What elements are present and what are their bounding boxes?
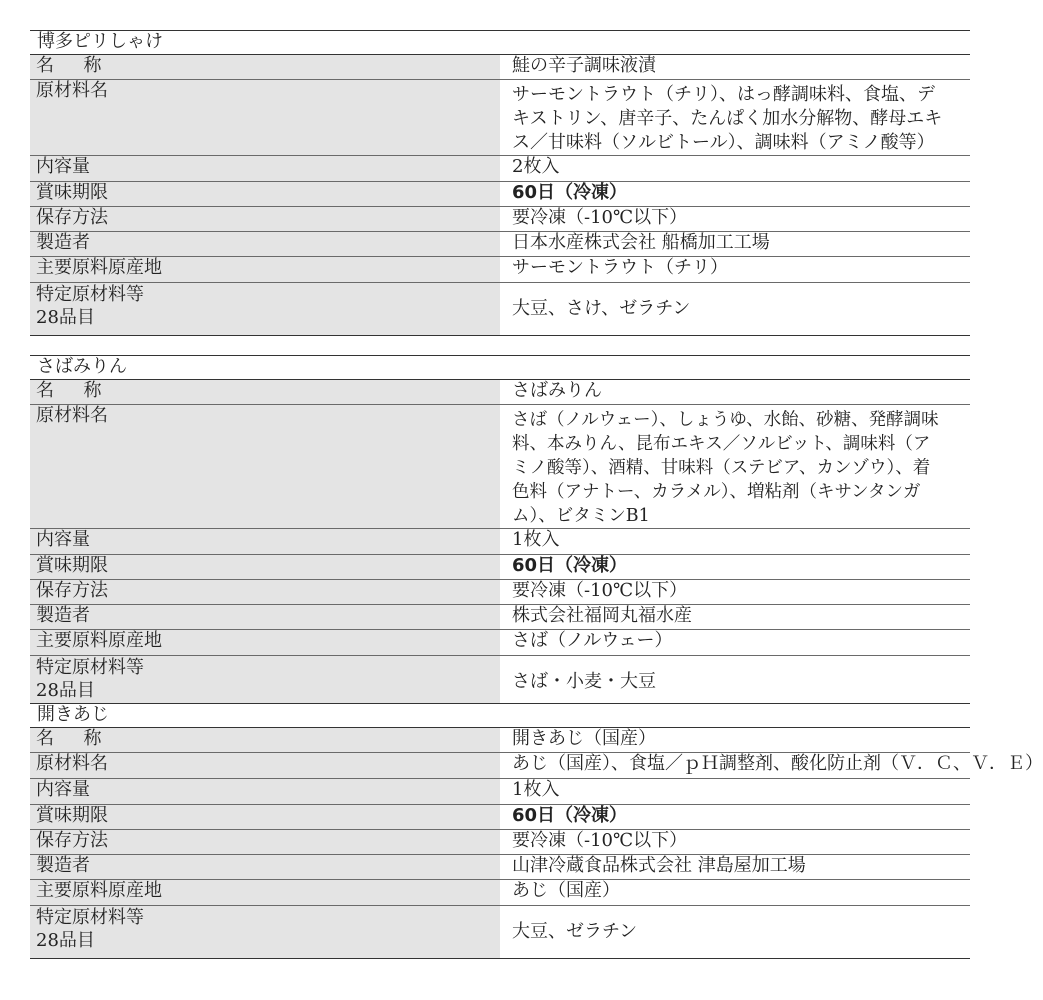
product-title-row xyxy=(30,704,970,728)
row-maker xyxy=(30,232,970,257)
value-maker: 株式会社福岡丸福水産 xyxy=(500,605,970,630)
label-allergens-line2: 28品目 xyxy=(36,680,95,701)
row-content xyxy=(30,779,970,805)
label-name: 名 称 xyxy=(30,55,500,80)
value-best-before: 60日（冷凍） xyxy=(500,805,970,830)
value-name: 開きあじ（国産） xyxy=(500,728,970,753)
value-storage: 要冷凍（-10℃以下） xyxy=(500,207,970,232)
label-content: 内容量 xyxy=(30,529,500,555)
label-best-before: 賞味期限 xyxy=(30,805,500,830)
label-ingredients: 原材料名 xyxy=(30,753,500,779)
label-name: 名 称 xyxy=(30,380,500,405)
value-allergens: 大豆、ゼラチン xyxy=(500,906,970,959)
row-origin xyxy=(30,880,970,906)
value-storage: 要冷凍（-10℃以下） xyxy=(500,580,970,605)
label-allergens xyxy=(30,283,500,336)
value-origin: あじ（国産） xyxy=(500,880,970,906)
label-allergens-line2: 28品目 xyxy=(36,307,95,328)
label-content: 内容量 xyxy=(30,779,500,805)
row-storage xyxy=(30,580,970,605)
label-best-before: 賞味期限 xyxy=(30,555,500,580)
row-storage xyxy=(30,207,970,232)
row-best-before xyxy=(30,182,970,207)
label-allergens-line1: 特定原材料等 xyxy=(36,657,144,678)
product-title-row xyxy=(30,356,970,380)
row-origin xyxy=(30,257,970,283)
label-ingredients: 原材料名 xyxy=(30,80,500,156)
value-ingredients: あじ（国産）、食塩／ｐＨ調整剤、酸化防止剤（Ｖ．Ｃ、Ｖ．Ｅ） xyxy=(500,753,970,779)
label-maker: 製造者 xyxy=(30,232,500,257)
label-ingredients: 原材料名 xyxy=(30,405,500,529)
row-origin xyxy=(30,630,970,656)
row-name xyxy=(30,728,970,753)
value-allergens: 大豆、さけ、ゼラチン xyxy=(500,283,970,336)
value-ingredients: さば（ノルウェー）、しょうゆ、水飴、砂糖、発酵調味料、本みりん、昆布エキス／ソルビット、調味料（アミノ酸等）、酒精、甘味料（ステビア、カンゾウ）、着色料（アナトー、カラメル）、増粘剤（キサンタンガム）、ビタミンB1 xyxy=(500,405,970,529)
value-origin: サーモントラウト（チリ） xyxy=(500,257,970,283)
product-title: 博多ピリしゃけ xyxy=(30,31,970,55)
row-allergens xyxy=(30,283,970,336)
value-name: さばみりん xyxy=(500,380,970,405)
product-title-row xyxy=(30,31,970,55)
label-storage: 保存方法 xyxy=(30,207,500,232)
value-maker: 山津冷蔵食品株式会社 津島屋加工場 xyxy=(500,855,970,880)
label-best-before: 賞味期限 xyxy=(30,182,500,207)
value-ingredients: サーモントラウト（チリ）、はっ酵調味料、食塩、デキストリン、唐辛子、たんぱく加水分解物、酵母エキス／甘味料（ソルビトール）、調味料（アミノ酸等） xyxy=(500,80,970,156)
value-content: 1枚入 xyxy=(500,529,970,555)
value-best-before: 60日（冷凍） xyxy=(500,182,970,207)
product-table-pirishake xyxy=(30,30,970,336)
label-allergens xyxy=(30,656,500,709)
row-maker xyxy=(30,605,970,630)
value-best-before: 60日（冷凍） xyxy=(500,555,970,580)
row-allergens xyxy=(30,656,970,709)
row-maker xyxy=(30,855,970,880)
row-storage xyxy=(30,830,970,855)
product-title: 開きあじ xyxy=(30,704,970,728)
label-maker: 製造者 xyxy=(30,855,500,880)
label-name: 名 称 xyxy=(30,728,500,753)
product-table-sabamirin xyxy=(30,355,970,709)
label-content: 内容量 xyxy=(30,156,500,182)
label-allergens-line2: 28品目 xyxy=(36,930,95,951)
row-ingredients xyxy=(30,405,970,529)
label-allergens-line1: 特定原材料等 xyxy=(36,284,144,305)
value-allergens: さば・小麦・大豆 xyxy=(500,656,970,709)
label-allergens xyxy=(30,906,500,959)
row-content xyxy=(30,529,970,555)
label-storage: 保存方法 xyxy=(30,830,500,855)
label-origin: 主要原料原産地 xyxy=(30,257,500,283)
product-table-hirakiaji xyxy=(30,703,1043,959)
row-ingredients xyxy=(30,753,970,779)
row-best-before xyxy=(30,805,970,830)
value-content: 2枚入 xyxy=(500,156,970,182)
row-best-before xyxy=(30,555,970,580)
row-name xyxy=(30,55,970,80)
row-content xyxy=(30,156,970,182)
value-name: 鮭の辛子調味液漬 xyxy=(500,55,970,80)
value-storage: 要冷凍（-10℃以下） xyxy=(500,830,970,855)
row-allergens xyxy=(30,906,970,959)
row-name xyxy=(30,380,970,405)
label-origin: 主要原料原産地 xyxy=(30,630,500,656)
value-maker: 日本水産株式会社 船橋加工工場 xyxy=(500,232,970,257)
label-maker: 製造者 xyxy=(30,605,500,630)
value-origin: さば（ノルウェー） xyxy=(500,630,970,656)
label-origin: 主要原料原産地 xyxy=(30,880,500,906)
label-allergens-line1: 特定原材料等 xyxy=(36,907,144,928)
product-title: さばみりん xyxy=(30,356,970,380)
value-content: 1枚入 xyxy=(500,779,970,805)
label-storage: 保存方法 xyxy=(30,580,500,605)
row-ingredients xyxy=(30,80,970,156)
